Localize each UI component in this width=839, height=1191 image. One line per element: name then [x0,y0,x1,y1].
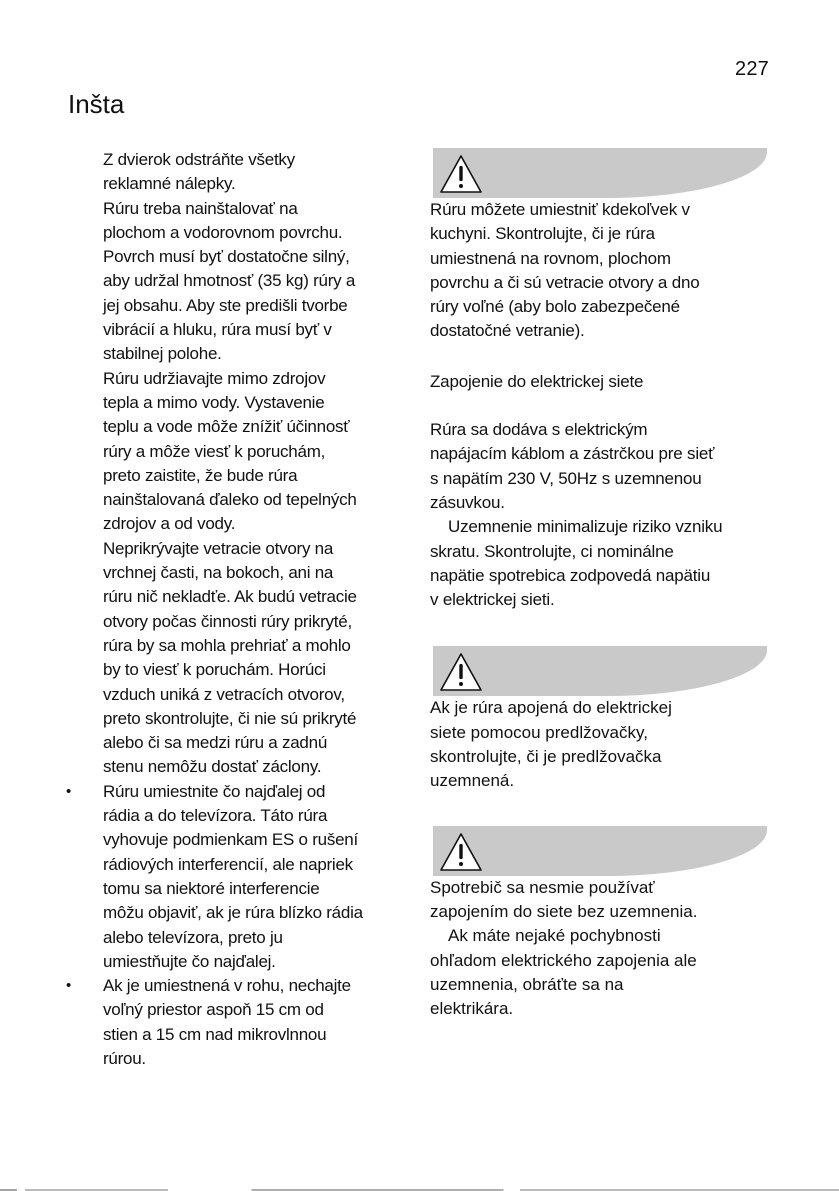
warning-triangle-icon [439,652,483,692]
text-line: vrchnej časti, na bokoch, ani na [103,563,334,583]
text-line: s napätím 230 V, 50Hz s uzemnenou [430,468,702,488]
text-line: Uzemnenie minimalizuje riziko vzniku [448,517,723,537]
subheading-electric-connection: Zapojenie do elektrickej siete [430,371,644,391]
text-line: uzemnenia, obráťte sa na [430,974,624,994]
text-line: uzemnená. [430,771,515,791]
page-number: 227 [735,58,769,80]
warning-triangle-icon [439,832,483,872]
text-line: Rúru umiestnite čo najďalej od [103,781,326,801]
text-line: Z dvierok odstráňte všetky [103,150,295,169]
text-line: dostatočné vetranie). [430,321,585,341]
paragraph-vents [103,537,413,780]
warning-banner [433,826,767,876]
right-column [430,148,770,1021]
text-line: otvory počas činnosti rúry prikryté, [103,611,352,631]
text-line: voľný priestor aspoň 15 cm od [103,1000,324,1020]
text-line: tepla a mimo vody. Vystavenie [103,392,325,412]
text-line: tomu sa niektoré interferencie [103,878,320,898]
text-line: Ak máte nejaké pochybnosti [448,926,661,946]
warning-banner [433,148,767,198]
text-line: zdrojov a od vody. [103,514,236,534]
warning-grounding-text [430,876,770,925]
bullet-text [103,780,413,974]
text-line: rádia a do televízora. Táto rúra [103,806,328,826]
grounding-text [430,515,770,612]
text-line: teplu a vode môže znížiť účinnosť [103,417,350,437]
text-line: alebo televízora, preto ju [103,927,283,947]
paragraph-heat-water [103,367,413,537]
text-line: stabilnej polohe. [103,344,222,364]
left-column [66,148,413,1071]
text-line: zásuvkou. [430,492,505,512]
text-line: rúrou. [103,1048,146,1068]
text-line: elektrikára. [430,999,514,1019]
warning-extension-cord-text [430,696,770,793]
text-line: môžu objaviť, ak je rúra blízko rádia [103,903,363,923]
text-line: skratu. Skontrolujte, ci nominálne [430,541,674,561]
text-line: Neprikrývajte vetracie otvory na [103,538,334,558]
text-line: rúry a môže viesť k poruchám, [103,441,326,461]
paragraph-surface [103,197,413,367]
text-line: v elektrickej sieti. [430,590,555,610]
paragraph-stickers [103,148,413,197]
bullet-icon: • [66,782,72,800]
text-line: Rúru môžete umiestniť kdekoľvek v [430,200,690,219]
text-line: alebo či sa medzi rúru a zadnú [103,733,328,753]
text-line: preto skontrolujte, či nie sú prikryté [103,708,357,728]
text-line: Rúra sa dodáva s elektrickým [430,420,648,440]
text-line: umiestnená na rovnom, plochom [430,248,671,268]
text-line: skontrolujte, či je predlžovačka [430,747,662,767]
text-line: povrchu a či sú vetracie otvory a dno [430,272,700,292]
text-line: plochom a vodorovnom povrchu. [103,222,343,242]
text-line: Spotrebič sa nesmie používať [430,877,655,897]
text-line: Rúru treba nainštalovať na [103,198,298,218]
text-line: ohľadom elektrického zapojenia ale [430,950,697,970]
warning-electrician-text [430,924,770,1021]
warning-banner [433,646,767,696]
warning-triangle-icon [439,154,483,194]
text-line: vzduch uniká z vetracích otvorov, [103,684,345,704]
text-line: zapojením do siete bez uzemnenia. [430,901,698,921]
electric-supply-text [430,418,770,515]
warning-placement-text [430,198,770,344]
text-line: stien a 15 cm nad mikrovlnnou [103,1024,327,1044]
text-line: kuchyni. Skontrolujte, či je rúra [430,224,655,244]
text-line: napätie spotrebica zodpovedá napätiu [430,565,711,585]
text-line: aby udržal hmotnosť (35 kg) rúry a [103,271,356,291]
bullet-item-radio-tv [66,780,413,974]
section-title: Inšta [68,89,125,119]
text-line: jej obsahu. Aby ste predišli tvorbe [103,295,348,315]
bullet-item-corner-clearance [66,974,413,1071]
text-line: rúru nič nekladťe. Ak budú vetracie [103,587,357,607]
text-line: reklamné nálepky. [103,174,236,194]
text-line: vibrácií a hluku, rúra musí byť v [103,320,332,340]
text-line: umiestňujte čo najďalej. [103,951,276,971]
text-line: Povrch musí byť dostatočne silný, [103,247,350,267]
text-line: napájacím káblom a zástrčkou pre sieť [430,444,715,464]
text-line: siete pomocou predlžovačky, [430,722,648,742]
text-line: Rúru udržiavajte mimo zdrojov [103,368,326,388]
text-line: vyhovuje podmienkam ES o rušení [103,830,358,850]
text-line: preto zaistite, že bude rúra [103,465,298,485]
bullet-text [103,974,413,1071]
text-line: rádiových interferencií, ale napriek [103,854,353,874]
text-line: nainštalovaná ďaleko od tepelných [103,490,357,510]
text-line: rúra by sa mohla prehriať a mohlo [103,635,351,655]
text-line: rúry voľné (aby bolo zabezpečené [430,297,680,317]
text-line: by to viesť k poruchám. Horúci [103,660,326,680]
text-line: stenu nemôžu dostať záclony. [103,757,322,777]
bullet-icon: • [66,977,72,995]
text-line: Ak je rúra apojená do elektrickej [430,698,672,718]
text-line: Ak je umiestnená v rohu, nechajte [103,976,351,996]
